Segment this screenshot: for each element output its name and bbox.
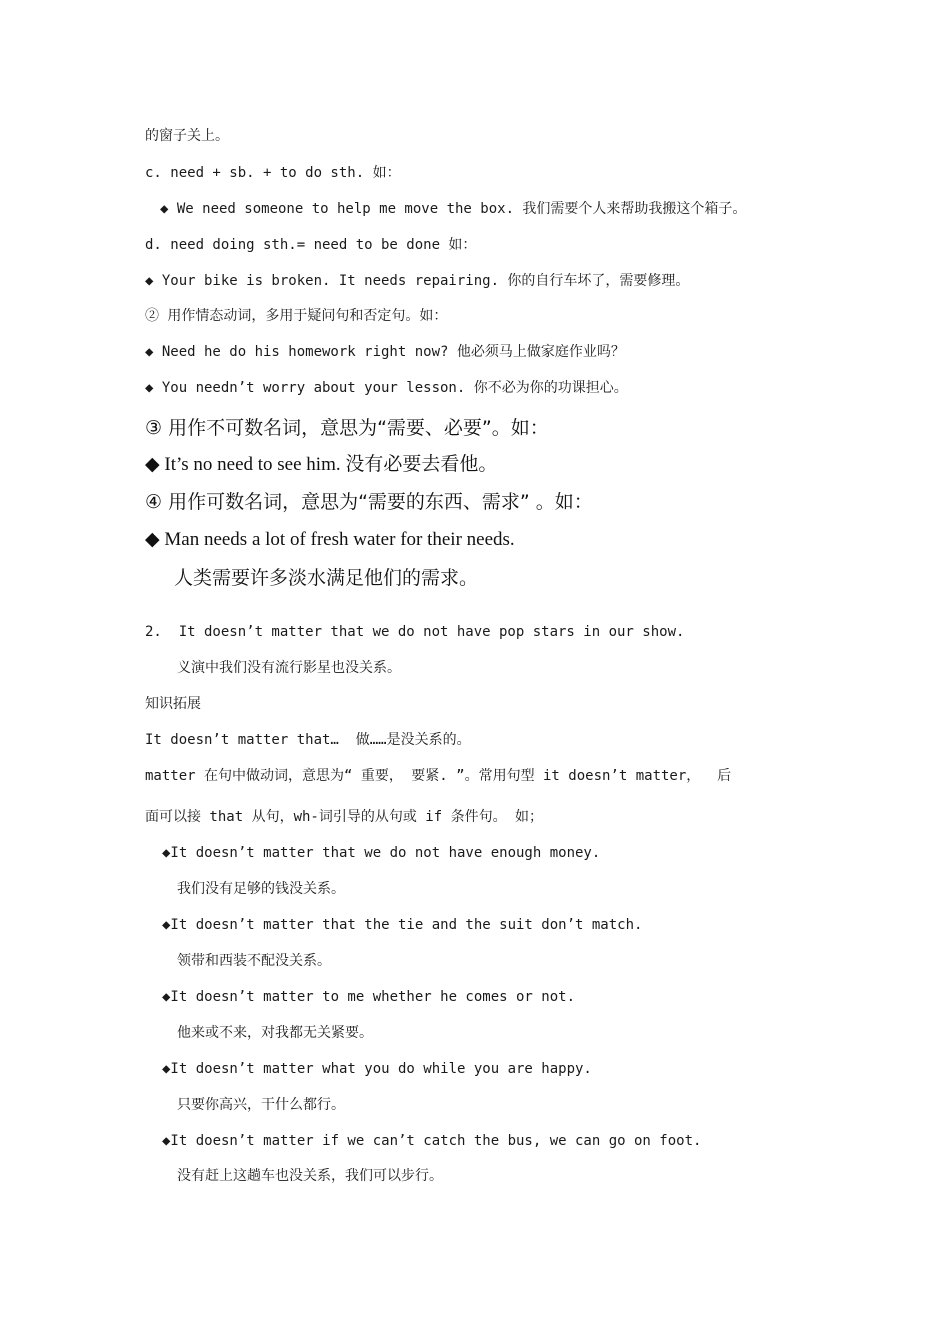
text-line: 面可以接 that 从句，wh-词引导的从句或 if 条件句。 如； xyxy=(145,809,544,825)
text-line: c. need + sb. + to do sth. 如： xyxy=(145,165,401,181)
numbered-item: 2. It doesn’t matter that we do not have pop stars in our show. xyxy=(145,624,685,640)
text-line: matter 在句中做动词，意思为“ 重要， 要紧. ”。常用句型 it doesn’t matter， 后 xyxy=(145,768,732,784)
translation-line: 我们没有足够的钱没关系。 xyxy=(177,881,345,897)
example-sentence: ◆It doesn’t matter what you do while you are happy. xyxy=(162,1061,592,1077)
example-sentence: ◆It doesn’t matter that we do not have enough money. xyxy=(162,845,601,861)
example-sentence: ◆ You needn’t worry about your lesson. 你不必为你的功课担心。 xyxy=(145,380,628,396)
example-sentence: ◆ Your bike is broken. It needs repairing. 你的自行车坏了，需要修理。 xyxy=(145,273,690,289)
translation-line: 没有赶上这趟车也没关系，我们可以步行。 xyxy=(177,1168,443,1184)
text-line: ② 用作情态动词，多用于疑问句和否定句。如： xyxy=(145,308,448,324)
translation-line: 人类需要许多淡水满足他们的需求。 xyxy=(174,567,479,589)
text-line: d. need doing sth.= need to be done 如： xyxy=(145,237,477,253)
section-heading: ④ 用作可数名词，意思为“需要的东西、需求” 。如： xyxy=(145,491,593,513)
subheading: 知识拓展 xyxy=(145,696,201,712)
text-line: It doesn’t matter that… 做……是没关系的。 xyxy=(145,732,471,748)
translation-line: 他来或不来，对我都无关紧要。 xyxy=(177,1025,373,1041)
translation-line: 义演中我们没有流行影星也没关系。 xyxy=(177,660,401,676)
example-sentence: ◆ It’s no need to see him. 没有必要去看他。 xyxy=(145,454,498,475)
example-sentence: ◆It doesn’t matter if we can’t catch the bus, we can go on foot. xyxy=(162,1133,702,1149)
example-sentence: ◆It doesn’t matter to me whether he comes or not. xyxy=(162,989,576,1005)
translation-line: 领带和西装不配没关系。 xyxy=(177,953,331,969)
example-sentence: ◆ We need someone to help me move the box. 我们需要个人来帮助我搬这个箱子。 xyxy=(160,201,747,217)
example-sentence: ◆ Man needs a lot of fresh water for their needs. xyxy=(145,529,515,550)
text-line: 的窗子关上。 xyxy=(145,128,229,144)
translation-line: 只要你高兴，干什么都行。 xyxy=(177,1097,345,1113)
section-heading: ③ 用作不可数名词，意思为“需要、必要”。如： xyxy=(145,417,549,439)
example-sentence: ◆ Need he do his homework right now? 他必须马上做家庭作业吗？ xyxy=(145,344,625,360)
example-sentence: ◆It doesn’t matter that the tie and the suit don’t match. xyxy=(162,917,643,933)
